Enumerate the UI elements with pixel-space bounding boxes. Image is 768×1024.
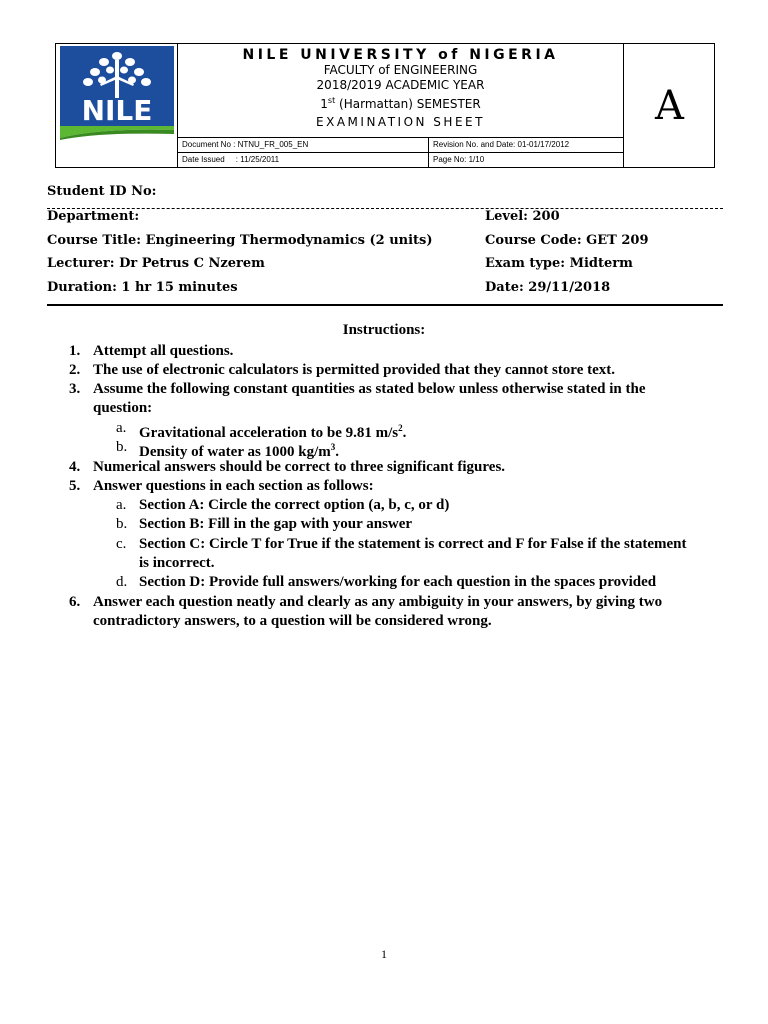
academic-year: 2018/2019 ACADEMIC YEAR bbox=[316, 78, 485, 92]
semester: 1st (Harmattan) SEMESTER bbox=[320, 96, 481, 111]
examination-sheet-title: EXAMINATION SHEET bbox=[316, 115, 485, 129]
list-item: 3. Assume the following constant quantities as stated below unless otherwise stated in the question: bbox=[69, 381, 646, 416]
exam-date: Date: 29/11/2018 bbox=[485, 280, 611, 295]
sub-item: a. Gravitational acceleration to be 9.81 $m/s^2$. bbox=[116, 420, 407, 441]
document-meta bbox=[178, 137, 623, 167]
revision-number: Revision No. and Date: 01-01/17/2012 bbox=[433, 140, 570, 149]
sub-item: d. Section D: Provide full answers/working for each question in the spaces provided bbox=[116, 574, 657, 590]
sub-item: b. Density of water as 1000 $kg/m^3$. bbox=[116, 439, 340, 460]
logo-text: NILE bbox=[81, 94, 153, 127]
department-label: Department: bbox=[47, 209, 140, 224]
nile-university-logo bbox=[60, 46, 174, 140]
meta-row-2 bbox=[178, 152, 623, 167]
solid-divider bbox=[47, 304, 723, 306]
sub-item: b. Section B: Fill in the gap with your answer bbox=[116, 516, 413, 532]
exam-header bbox=[55, 43, 715, 168]
duration: Duration: 1 hr 15 minutes bbox=[47, 280, 238, 295]
meta-row-1 bbox=[178, 137, 623, 152]
student-id-label: Student ID No: bbox=[47, 184, 157, 199]
list-item: 4. Numerical answers should be correct to three significant figures. bbox=[69, 459, 506, 475]
list-item: 5. Answer questions in each section as follows: bbox=[69, 478, 374, 494]
instructions-title: Instructions: bbox=[342, 322, 426, 338]
date-issued: Date Issued : 11/25/2011 bbox=[182, 155, 280, 164]
list-item: 1. Attempt all questions. bbox=[69, 343, 234, 359]
dashed-divider bbox=[47, 208, 723, 209]
university-name: NILE UNIVERSITY of NIGERIA bbox=[242, 47, 559, 63]
list-item: 6. Answer each question neatly and clearly as any ambiguity in your answers, by giving two contradictory answers, to a question will be considered wrong. bbox=[69, 594, 663, 629]
document-number: Document No : NTNU_FR_005_EN bbox=[182, 140, 309, 149]
sub-item: a. Section A: Circle the correct option (a, b, c, or d) bbox=[116, 497, 450, 513]
logo-cell bbox=[56, 44, 178, 167]
sub-item: c. Section C: Circle T for True if the statement is correct and F for False if the statement is incorrect. bbox=[116, 536, 687, 571]
list-item: 2. The use of electronic calculators is permitted provided that they cannot store text. bbox=[69, 362, 616, 378]
version-letter: A bbox=[623, 44, 715, 167]
course-code: Course Code: GET 209 bbox=[485, 233, 649, 248]
title-block bbox=[178, 44, 623, 137]
page-number-meta: Page No: 1/10 bbox=[433, 155, 485, 164]
level: Level: 200 bbox=[485, 209, 560, 224]
exam-type: Exam type: Midterm bbox=[485, 256, 633, 271]
course-title: Course Title: Engineering Thermodynamics (2 units) bbox=[47, 233, 433, 248]
page-number: 1 bbox=[381, 947, 387, 961]
faculty-name: FACULTY of ENGINEERING bbox=[323, 63, 478, 77]
lecturer: Lecturer: Dr Petrus C Nzerem bbox=[47, 256, 265, 271]
